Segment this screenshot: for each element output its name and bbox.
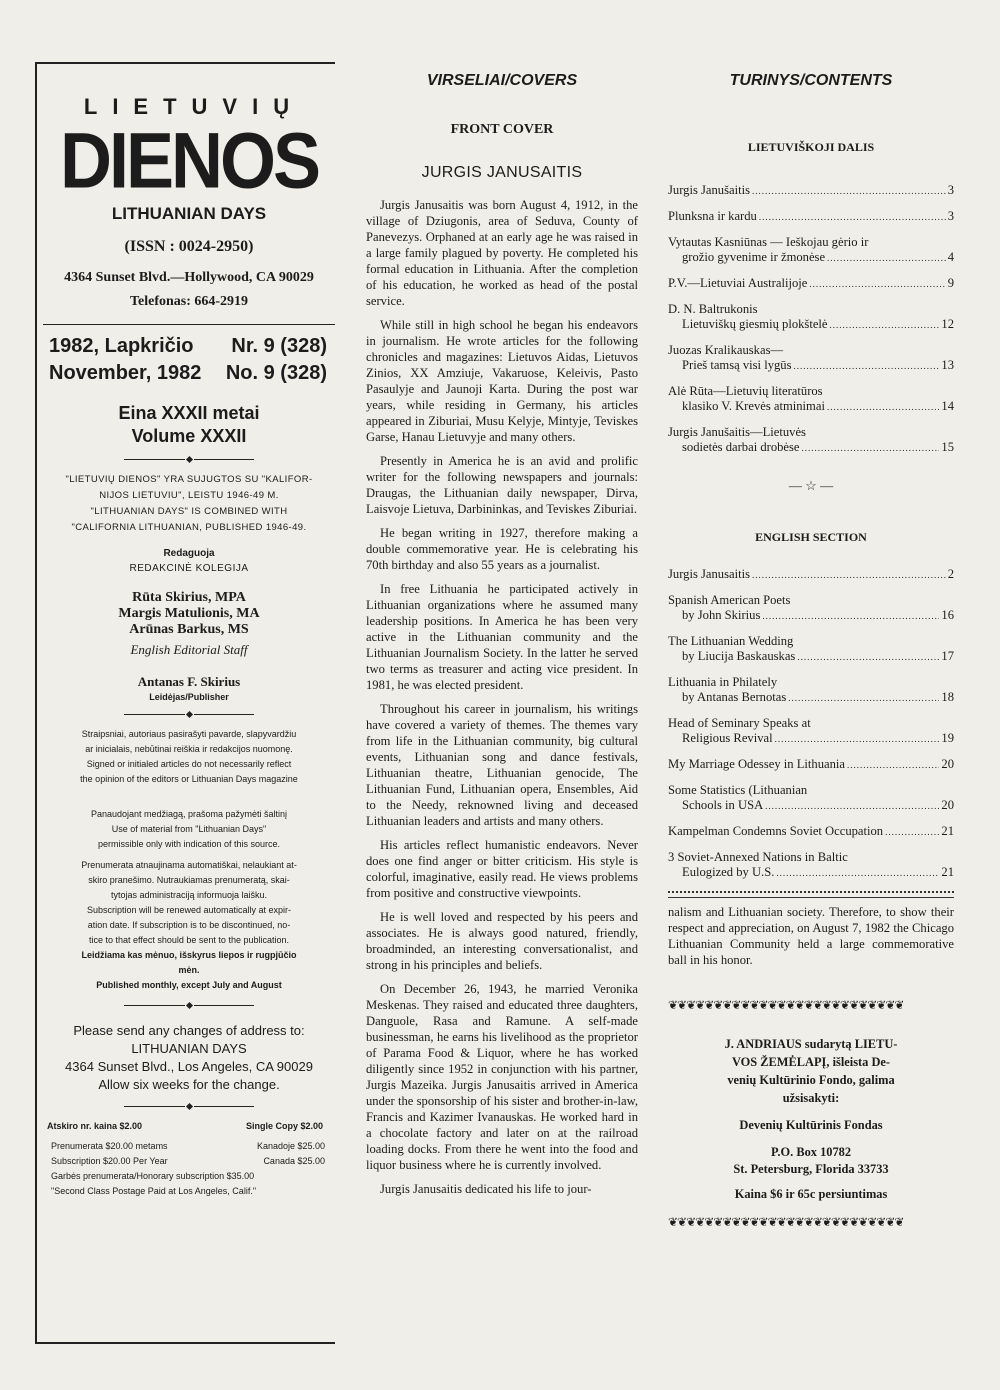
toc-item — [668, 209, 954, 225]
toc-title: Some Statistics (Lithuanian — [668, 783, 808, 797]
toc-subtitle: klasiko V. Krevės atminimai — [682, 399, 825, 413]
toc-item — [668, 276, 954, 292]
toc-item — [668, 384, 954, 415]
phone: Telefonas: 664-2919 — [129, 294, 249, 309]
issue-en — [43, 362, 335, 385]
toc-item — [668, 716, 954, 747]
toc-title: P.V.—Lietuviai Australijoje — [668, 276, 808, 290]
signed-notice: Straipsniai, autoriaus pasirašyti pavarde, slapyvardžiu ar inicialais, nebūtinai reiškia ir redakcijos nuomonę. Signed or initialed articles do not necessarily reflect the opinion of the editors or Lithuanian Days magazine — [80, 729, 298, 784]
en-toc — [668, 567, 954, 881]
toc-subtitle: Schools in USA — [682, 798, 764, 812]
toc-leader — [847, 758, 939, 773]
ad-box: P.O. Box 10782 — [770, 1145, 852, 1159]
cover-subject-name: JURGIS JANUSAITIS — [421, 164, 583, 181]
issue-lt — [43, 335, 335, 358]
toc-leader — [765, 799, 939, 814]
contents-column — [668, 72, 954, 1230]
toc-item — [668, 675, 954, 706]
toc-page-number: 18 — [941, 690, 954, 704]
toc-title: Alė Rūta—Lietuvių literatūros — [668, 384, 823, 398]
publisher-label: Leidėjas/Publisher — [149, 692, 229, 702]
ad-org: Devenių Kultūrinis Fondas — [739, 1118, 883, 1132]
article-paragraph: Jurgis Janusaitis dedicated his life to jour- — [380, 1182, 592, 1196]
toc-item — [668, 235, 954, 266]
toc-item — [668, 757, 954, 773]
article-paragraph: While still in high school he began his endeavors in journalism. He wrote articles for the following chronicles and magazines: Lietuvos Aidas, Lietuvos Zinios, XX Amziuje, Vakaruose, Keleivis, Pasto Pasaulyje and Jaunoji Karta. During the post war years, while residing in Germany, his articles appeared in Ziburiai, Musu Kelyje, Mintyje, Teviskes Garse, Hanau Lietuvyje and many others. — [366, 318, 638, 444]
toc-page-number: 17 — [941, 649, 954, 663]
article-paragraph: He began writing in 1927, therefore making a double commemorative year. He is celebrating his 70th birthday and also 55 years as a journalist. — [366, 526, 638, 572]
toc-page-number: 20 — [941, 798, 954, 812]
masthead-top: LIETUVIŲ — [83, 94, 305, 119]
toc-item — [668, 634, 954, 665]
toc-title: Head of Seminary Speaks at — [668, 716, 811, 730]
toc-leader — [802, 441, 940, 456]
issue-en-number: No. 9 (328) — [225, 362, 327, 384]
toc-subtitle: by Antanas Bernotas — [682, 690, 787, 704]
article-paragraph: He is well loved and respected by his peers and associates. He is always good natured, friendly, broadminded, an interesting conversationalist, and strong in his principles and beliefs. — [366, 910, 638, 972]
publisher: Antanas F. Skirius — [137, 674, 241, 689]
star-divider: — ☆ — — [788, 478, 834, 493]
toc-page-number: 14 — [941, 399, 954, 413]
toc-leader — [885, 825, 939, 840]
toc-page-number: 20 — [941, 757, 954, 771]
toc-title: D. N. Baltrukonis — [668, 302, 758, 316]
toc-title: Jurgis Janusaitis — [668, 567, 750, 581]
covers-column — [366, 72, 638, 1205]
toc-title: Jurgis Janušaitis — [668, 183, 750, 197]
redakcine-kolegija: REDAKCINĖ KOLEGIJA — [129, 563, 249, 574]
lt-toc — [668, 183, 954, 456]
contents-heading: TURINYS/CONTENTS — [729, 72, 893, 89]
article-paragraph: Throughout his career in journalism, his writings have covered a variety of themes. The themes vary from life in the Lithuanian community, big cultural events, Lithuanian song and dance festivals, Lithuanian theatre, Lithuanian genocide, The Lithuanian Fund, Lithuanian opera, Ensembles, Aid to the Needy, reknowned living and deceased Lithuanian leaders and artists and many others. — [366, 702, 638, 828]
toc-item — [668, 302, 954, 333]
masthead-column — [35, 62, 335, 1344]
toc-item — [668, 425, 954, 456]
toc-title: Vytautas Kasniūnas — Ieškojau gėrio ir — [668, 235, 869, 249]
en-section-heading: ENGLISH SECTION — [755, 530, 867, 544]
toc-leader — [788, 691, 939, 706]
ornament-divider — [124, 1003, 254, 1008]
toc-page-number: 3 — [947, 183, 954, 197]
issue-lt-number: Nr. 9 (328) — [231, 335, 327, 357]
toc-leader — [752, 184, 946, 199]
toc-title: Plunksna ir kardu — [668, 209, 757, 223]
issn: (ISSN : 0024-2950) — [124, 238, 254, 255]
ornament-divider — [124, 457, 254, 462]
toc-title: Kampelman Condemns Soviet Occupation — [668, 824, 884, 838]
covers-heading: VIRSELIAI/COVERS — [426, 72, 578, 89]
front-cover-label: FRONT COVER — [450, 122, 554, 137]
map-ad: J. ANDRIAUS sudarytą LIETU- VOS ŽEMĖLAPĮ, išleista De- venių Kultūrinio Fondo, galima užsisakyti: — [724, 1037, 898, 1105]
toc-leader — [752, 568, 946, 583]
ornament-divider — [124, 712, 254, 717]
toc-title: Spanish American Poets — [668, 593, 791, 607]
toc-page-number: 12 — [941, 317, 954, 331]
ad-price: Kaina $6 ir 65c persiuntimas — [734, 1187, 888, 1201]
volume: Volume XXXII — [131, 426, 247, 446]
toc-page-number: 2 — [947, 567, 954, 581]
ornament-band: ❦❦❦❦❦❦❦❦❦❦❦❦❦❦❦❦❦❦❦❦❦❦❦❦❦❦ — [668, 1215, 904, 1229]
subscription-notice: Prenumerata atnaujinama automatiškai, nelaukiant at- skiro pranešimo. Nutraukiamas prenumeratą, skai- tytojas administraciją informuoja laišku. Subscription will be renewed automatically at expir- ation date. If subscription is to be discontinued, no- tice to that effect should be sent to the publication. Leidžiama kas mėnuo, išskyrus liepos ir rugpjūčio mėn. Published monthly, except July and August — [81, 860, 297, 990]
toc-page-number: 19 — [941, 731, 954, 745]
article-paragraph: In free Lithuania he participated actively in Lithuanian organizations where he assumed many leadership positions. In America he has been very active in the Lithuanian community and the Lithuanian Journalism Society. In the latter he served two terms as treasurer and acting vice president. In 1981, he was elected president. — [366, 582, 638, 692]
address: 4364 Sunset Blvd.—Hollywood, CA 90029 — [64, 270, 314, 285]
toc-item — [668, 343, 954, 374]
article-continued: nalism and Lithuanian society. Therefore, to show their respect and appreciation, on August 7, 1982 the Chicago Lithuanian Community held a large commemorative ball in his honor. — [668, 905, 954, 967]
toc-subtitle: Eulogized by U.S. — [682, 865, 775, 879]
toc-leader — [827, 400, 939, 415]
toc-leader — [830, 318, 940, 333]
editorial-staff: Rūta Skirius, MPA Margis Matulionis, MA Arūnas Barkus, MS — [118, 590, 260, 637]
toc-leader — [775, 732, 940, 747]
eina-metai: Eina XXXII metai — [118, 403, 260, 423]
lt-section-heading: LIETUVIŠKOJI DALIS — [747, 140, 875, 154]
ornament-band: ❦❦❦❦❦❦❦❦❦❦❦❦❦❦❦❦❦❦❦❦❦❦❦❦❦❦ — [668, 998, 904, 1012]
toc-page-number: 16 — [941, 608, 954, 622]
redaguoja: Redaguoja — [163, 548, 215, 559]
toc-subtitle: grožio gyvenime ir žmonėse — [682, 250, 826, 264]
toc-title: Jurgis Janušaitis—Lietuvės — [668, 425, 806, 439]
toc-item — [668, 593, 954, 624]
toc-leader — [827, 251, 946, 266]
toc-subtitle: by Liucija Baskauskas — [682, 649, 796, 663]
toc-subtitle: Religious Revival — [682, 731, 773, 745]
toc-item — [668, 783, 954, 814]
combined-note: "LIETUVIŲ DIENOS" YRA SUJUGTOS SU "KALIFOR- NIJOS LIETUVIU", LEISTU 1946-49 M. "LITHUANIAN DAYS" IS COMBINED WITH "CALIFORNIA LITHUANIAN, PUBLISHED 1946-49. — [65, 474, 313, 533]
toc-item — [668, 567, 954, 583]
toc-page-number: 21 — [941, 865, 954, 879]
toc-page-number: 4 — [947, 250, 954, 264]
toc-item — [668, 850, 954, 881]
toc-title: Juozas Kralikauskas— — [668, 343, 784, 357]
masthead-title: DIENOS — [59, 117, 319, 205]
address-change-notice: Please send any changes of address to: LITHUANIAN DAYS 4364 Sunset Blvd., Los Angeles, CA 90029 Allow six weeks for the change. — [65, 1023, 313, 1092]
toc-title: My Marriage Odessey in Lithuania — [668, 757, 845, 771]
article-paragraph: Presently in America he is an avid and prolific writer for the following newspapers and journals: Draugas, the Lithuanian daily newspaper, Dirva, Laisvoje Lietuva, Darbininkas, and Teviskes Ziburiai. — [366, 454, 638, 516]
staff-label: English Editorial Staff — [130, 642, 248, 657]
subscription-prices: Prenumerata $20.00 metams Kanadoje $25.00 Subscription $20.00 Per Year Canada $25.00 Garbės prenumerata/Honorary subscription $35.00 "Second Class Postage Paid at Los Angeles, Calif." — [51, 1141, 325, 1196]
toc-subtitle: Prieš tamsą visi lygūs — [682, 358, 792, 372]
toc-title: 3 Soviet-Annexed Nations in Baltic — [668, 850, 848, 864]
article-paragraph: His articles reflect humanistic endeavors. Never does one find anger or bitter criticism. His style is colorful, imaginative, easily read. He views problems from positive and constructive viewpoints. — [366, 838, 638, 900]
toc-subtitle: Lietuviškų giesmių plokštelė — [682, 317, 828, 331]
ornament-chain — [668, 891, 954, 898]
ornament-divider — [124, 1104, 254, 1109]
toc-leader — [759, 210, 946, 225]
toc-page-number: 15 — [941, 440, 954, 454]
toc-leader — [776, 866, 939, 881]
toc-page-number: 9 — [947, 276, 954, 290]
toc-page-number: 3 — [947, 209, 954, 223]
article-paragraph: On December 26, 1943, he married Veronika Meskenas. They raised and educated three daughters, Danguole, Rasa and Ramune. A self-made businessman, he earns his livelihood as the proprietor of Parama Food & Liquor, where he has worked diligently since 1952 in conjunction with his partner, Jurgis Mazeika. Jurgis Janusaitis arrived in America under the sponsorship of his sister and brother-in-law, Francis and Kazimer Ivanauskas. He worked hard in a chocolate factory and later on at the railroad loading docks. From there he went into the food and liquor business where he is currently involved. — [366, 982, 638, 1172]
article-paragraph: Jurgis Janusaitis was born August 4, 1912, in the village of Dziugonis, area of Seduva, County of Panevezys. Orphaned at an early age he was raised in a large family plagued by poverty. He completed his formal education in Lithuania. After the completion of his education, he worked as head of the postal service. — [366, 198, 638, 308]
toc-title: The Lithuanian Wedding — [668, 634, 794, 648]
issue-lt-date: 1982, Lapkričio — [49, 335, 194, 357]
toc-page-number: 13 — [941, 358, 954, 372]
toc-leader — [762, 609, 939, 624]
toc-subtitle: sodietės darbai drobėse — [682, 440, 800, 454]
toc-leader — [794, 359, 940, 374]
divider — [43, 324, 335, 325]
toc-item — [668, 824, 954, 840]
toc-title: Lithuania in Philately — [668, 675, 778, 689]
toc-item — [668, 183, 954, 199]
toc-subtitle: by John Skirius — [682, 608, 761, 622]
toc-leader — [797, 650, 939, 665]
masthead-subtitle: LITHUANIAN DAYS — [111, 204, 267, 223]
use-notice: Panaudojant medžiagą, prašoma pažymėti šaltinį Use of material from "Lithuanian Days" permissible only with indication of this source. — [90, 809, 288, 849]
cover-article — [366, 197, 638, 1197]
ad-city: St. Petersburg, Florida 33733 — [733, 1162, 889, 1176]
toc-page-number: 21 — [941, 824, 954, 838]
issue-en-date: November, 1982 — [49, 362, 202, 384]
single-copy-price: Atskiro nr. kaina $2.00 Single Copy $2.00 — [47, 1121, 323, 1131]
toc-leader — [809, 277, 945, 292]
